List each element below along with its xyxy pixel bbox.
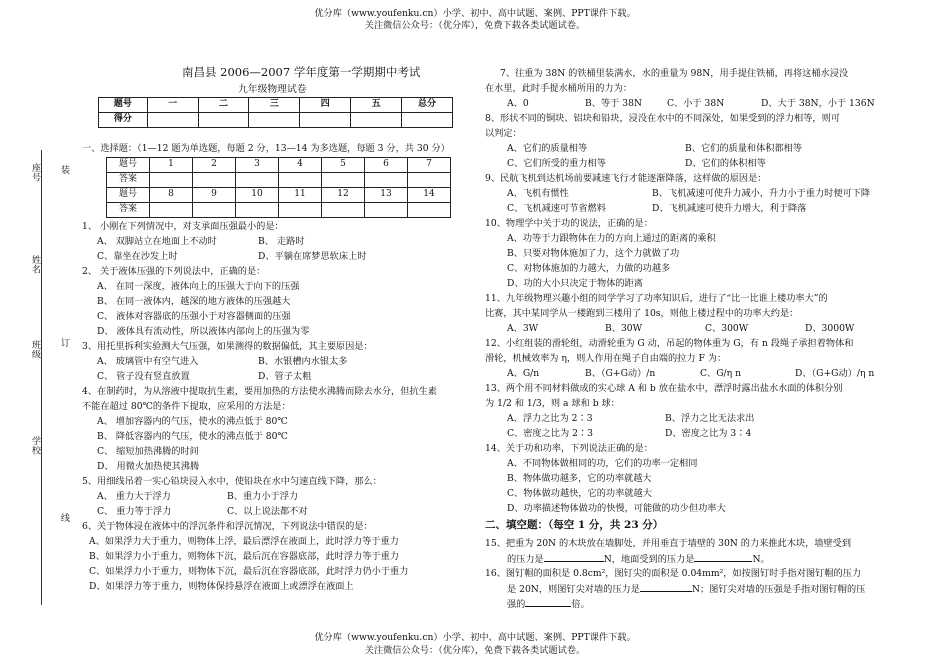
ans-cell[interactable]: [322, 173, 365, 188]
score-row-label: 得分: [99, 113, 148, 128]
binding-line: [41, 150, 42, 605]
q5-d: C、以上说法都不对: [227, 506, 308, 517]
q1: 1、 小刚在下列情况中，对支承面压强最小的是：: [82, 221, 284, 232]
q15-text-3: N。: [752, 554, 770, 565]
ans-num: 5: [322, 158, 365, 173]
q11-b: B、30W: [605, 323, 643, 334]
mark-zhuang: 装: [58, 165, 70, 175]
q7: 7、往重为 38N 的铁桶里装满水，水的重量为 98N，用手提住铁桶，再将这桶水浸没: [500, 68, 849, 79]
answer-table: [106, 157, 451, 218]
q15-text-2: N，地面受到的压力是: [603, 554, 695, 565]
q11-c: C、300W: [705, 323, 749, 334]
q5-c: C、 重力等于浮力: [97, 506, 172, 517]
q7-d: D、大于 38N，小于 136N: [761, 98, 875, 109]
q16-line3: [507, 598, 590, 611]
q7-b: B、等于 38N: [585, 98, 642, 109]
q7-a: A、0: [507, 98, 529, 109]
ans-num: 7: [408, 158, 451, 173]
ans-cell[interactable]: [150, 173, 193, 188]
q9-d: D、飞机减速可使升力增大，利于降落: [652, 203, 807, 214]
ans-num: 8: [150, 188, 193, 203]
q4-b: B、 降低容器内的气压，使水的沸点低于 80℃: [97, 431, 288, 442]
ans-label: 题号: [107, 188, 150, 203]
label-seat: 座号: [29, 163, 41, 182]
ans-num: 13: [365, 188, 408, 203]
q3-c: C、 管子没有竖直放置: [97, 371, 190, 382]
ans-cell[interactable]: [150, 203, 193, 218]
q9-a: A、飞机有惯性: [507, 188, 569, 199]
q2-c: C、 液体对容器底的压强小于对容器侧面的压强: [97, 311, 291, 322]
exam-title: 南昌县 2006—2007 学年度第一学期期中考试: [182, 65, 421, 79]
q1-d: D、平躺在席梦思软床上时: [258, 251, 367, 262]
q12-d: D、（G+G动）/η n: [795, 368, 875, 379]
q16-text-3: 强的: [507, 599, 526, 610]
q2-b: B、 在同一液体内，越深的地方液体的压强越大: [97, 296, 291, 307]
q14-a: A、不同物体做相同的功，它们的功率一定相同: [507, 458, 698, 469]
q16-line2: [507, 583, 865, 596]
q8-a: A、它们的质量相等: [507, 143, 588, 154]
score-header: 题号: [99, 98, 148, 113]
q10-a: A、功等于力跟物体在力的方向上通过的距离的乘积: [507, 233, 716, 244]
q16-text-2: N；图钉尖对墙的压强是手指对图钉帽的压: [691, 584, 866, 595]
score-header: 三: [249, 98, 300, 113]
ans-cell[interactable]: [322, 203, 365, 218]
q2-d: D、 液体具有流动性，所以液体内部向上的压强为零: [97, 326, 310, 337]
ans-label: 题号: [107, 158, 150, 173]
q9-b: B、飞机减速可使升力减小，升力小于重力时便可下降: [652, 188, 871, 199]
q2: 2、 关于液体压强的下列说法中，正确的是：: [82, 266, 266, 277]
ans-cell[interactable]: [236, 173, 279, 188]
q13-c: C、密度之比为 2∶3: [507, 428, 593, 439]
q13-d: D、密度之比为 3∶4: [665, 428, 752, 439]
score-cell[interactable]: [249, 113, 300, 128]
q16-text-1: 是 20N，则图钉尖对墙的压力是: [507, 584, 640, 595]
ans-cell[interactable]: [193, 173, 236, 188]
footer-line-2: 关注微信公众号：（优分库），免费下载各类试题试卷。: [364, 645, 586, 656]
header-line-1: 优分库（www.youfenku.cn）小学、初中、高中试题、案例、PPT课件下载。: [314, 8, 636, 19]
q16-blank-1[interactable]: [640, 583, 692, 592]
label-school: 学校: [29, 436, 41, 455]
q4-cont: 不能在超过 80℃的条件下提取，应采用的方法是：: [82, 401, 291, 412]
ans-num: 4: [279, 158, 322, 173]
q1-a: A、 双脚站立在地面上不动时: [97, 236, 217, 247]
q16-blank-2[interactable]: [525, 598, 571, 607]
score-cell[interactable]: [198, 113, 249, 128]
q3: 3、用托里拆利实验测大气压强，如果测得的数据偏低，其主要原因是：: [82, 341, 373, 352]
score-cell[interactable]: [402, 113, 453, 128]
ans-num: 12: [322, 188, 365, 203]
q13: 13、两个用不同材料做成的实心球 A 和 b 放在盐水中，漂浮时露出盐水水面的体积分别: [485, 383, 843, 394]
ans-num: 11: [279, 188, 322, 203]
q13-a: A、浮力之比为 2∶3: [507, 413, 593, 424]
q15-blank-1[interactable]: [544, 553, 604, 562]
score-header: 总分: [402, 98, 453, 113]
score-cell[interactable]: [300, 113, 351, 128]
ans-label: 答案: [107, 203, 150, 218]
ans-cell[interactable]: [408, 203, 451, 218]
q1-b: B、 走路时: [258, 236, 305, 247]
q12-cont: 滑轮，机械效率为 η，则人作用在绳子自由端的拉力 F 为：: [485, 353, 727, 364]
q5-b: B、重力小于浮力: [227, 491, 299, 502]
q9-c: C、飞机减速可节省燃料: [507, 203, 606, 214]
q8-c: C、它们所受的重力相等: [507, 158, 606, 169]
q6-a: A、如果浮力大于重力，则物体上浮，最后漂浮在液面上，此时浮力等于重力: [89, 536, 399, 547]
q13-b: B、浮力之比无法求出: [665, 413, 755, 424]
q11: 11、九年级物理兴趣小组的同学学习了功率知识后，进行了“比一比谁上楼功率大”的: [485, 293, 828, 304]
q15-blank-2[interactable]: [694, 553, 752, 562]
ans-num: 14: [408, 188, 451, 203]
q10-b: B、只要对物体施加了力，这个力就做了功: [507, 248, 680, 259]
q4: 4、在制药时，为从溶液中提取抗生素，要用加热的方法使水沸腾而除去水分，但抗生素: [82, 386, 437, 397]
ans-cell[interactable]: [365, 173, 408, 188]
q3-a: A、 玻璃管中有空气进入: [97, 356, 199, 367]
ans-num: 10: [236, 188, 279, 203]
q6-c: C、如果浮力小于重力，则物体下沉，最后沉在容器底部，此时浮力仍小于重力: [89, 566, 409, 577]
q15: 15、把重为 20N 的木块放在墙脚处，并用垂直于墙壁的 30N 的力来推此木块，墙壁受到: [485, 538, 852, 549]
q4-c: C、 缩短加热沸腾的时间: [97, 446, 199, 457]
q11-d: D、3000W: [805, 323, 855, 334]
q15-text-1: 的压力是: [507, 554, 544, 565]
q14-d: D、功率描述物体做功的快慢，可能做的功少但功率大: [507, 503, 726, 514]
ans-num: 2: [193, 158, 236, 173]
q14: 14、关于功和功率，下列说法正确的是：: [485, 443, 653, 454]
section1-heading: 一、选择题：（1—12 题为单选题，每题 2 分，13—14 为多选题，每题 3 分，共 30 分）: [82, 143, 450, 154]
score-cell[interactable]: [351, 113, 402, 128]
q8: 8、形状不同的铜块、铝块和铅块，浸没在水中的不同深处，如果受到的浮力相等，则可: [485, 113, 840, 124]
q12: 12、小红组装的滑轮组，动滑轮重为 G 动，吊起的物体重为 G，有 n 段绳子承担着物体和: [485, 338, 854, 349]
q9: 9、民航飞机到达机场前要减速飞行才能逐渐降落，这样做的原因是：: [485, 173, 767, 184]
ans-num: 9: [193, 188, 236, 203]
ans-cell[interactable]: [193, 203, 236, 218]
q12-b: B、（G+G动）/n: [585, 368, 656, 379]
score-cell[interactable]: [147, 113, 198, 128]
q5-a: A、 重力大于浮力: [97, 491, 171, 502]
header-line-2: 关注微信公众号：（优分库），免费下载各类试题试卷。: [364, 20, 586, 31]
q10-c: C、对物体施加的力越大，力做的功越多: [507, 263, 671, 274]
score-header: 五: [351, 98, 402, 113]
q15-line2: [507, 553, 770, 566]
q5: 5、用细线吊着一实心铅块浸入水中，使铅块在水中匀速直线下降，那么：: [82, 476, 382, 487]
ans-num: 1: [150, 158, 193, 173]
q7-cont: 在水里，此时手提水桶所用的力为：: [485, 83, 632, 94]
q8-cont: 以判定：: [485, 128, 522, 139]
q4-a: A、 增加容器内的气压，使水的沸点低于 80℃: [97, 416, 288, 427]
q1-c: C、靠坐在沙发上时: [97, 251, 178, 262]
q10-d: D、功的大小只决定于物体的距离: [507, 278, 643, 289]
q4-d: D、 用微火加热使其沸腾: [97, 461, 200, 472]
q10: 10、物理学中关于功的说法，正确的是：: [485, 218, 653, 229]
ans-num: 6: [365, 158, 408, 173]
mark-xian: 线: [58, 513, 70, 523]
label-name: 姓名: [29, 255, 41, 274]
score-table: [98, 97, 453, 128]
q11-a: A、3W: [507, 323, 539, 334]
q14-c: C、物体做功越快，它的功率就越大: [507, 488, 652, 499]
q16: 16、图钉帽的面积是 0.8cm²，图钉尖的面积是 0.04mm²，如按图钉时手指对图钉帽的压力: [485, 568, 862, 579]
q16-text-4: 倍。: [571, 599, 590, 610]
ans-cell[interactable]: [236, 203, 279, 218]
label-class: 班级: [29, 340, 41, 359]
ans-cell[interactable]: [408, 173, 451, 188]
q6-b: B、如果浮力小于重力，则物体下沉，最后沉在容器底部，此时浮力等于重力: [89, 551, 399, 562]
section2-heading: 二、填空题：（每空 1 分，共 23 分）: [485, 519, 664, 531]
score-header: 一: [147, 98, 198, 113]
ans-cell[interactable]: [279, 203, 322, 218]
q7-c: C、小于 38N: [667, 98, 725, 109]
score-header: 四: [300, 98, 351, 113]
ans-label: 答案: [107, 173, 150, 188]
ans-cell[interactable]: [365, 203, 408, 218]
ans-num: 3: [236, 158, 279, 173]
exam-subtitle: 九年级物理试卷: [238, 84, 307, 95]
ans-cell[interactable]: [279, 173, 322, 188]
q14-b: B、物体做功越多，它的功率就越大: [507, 473, 652, 484]
q6-d: D、如果浮力等于重力，则物体保持悬浮在液面上或漂浮在液面上: [89, 581, 354, 592]
mark-ding: 订: [58, 338, 70, 348]
q8-d: D、它们的体积相等: [685, 158, 766, 169]
q12-c: C、G/η n: [700, 368, 741, 379]
q12-a: A、G/n: [507, 368, 540, 379]
q3-b: B、水银槽内水银太多: [258, 356, 348, 367]
score-header: 二: [198, 98, 249, 113]
q6: 6、关于物体浸在液体中的浮沉条件和浮沉情况，下列说法中错误的是：: [82, 521, 373, 532]
q11-cont: 比赛，其中某同学从一楼跑到三楼用了 10s，则他上楼过程中的功率大约是：: [485, 308, 799, 319]
footer-line-1: 优分库（www.youfenku.cn）小学、初中、高中试题、案例、PPT课件下载。: [314, 632, 636, 643]
q3-d: D、管子太粗: [258, 371, 312, 382]
q13-cont: 为 1/2 和 1/3，则 a 球和 b 球：: [485, 398, 620, 409]
q2-a: A、 在同一深度，液体向上的压强大于向下的压强: [97, 281, 300, 292]
q8-b: B、它们的质量和体积都相等: [685, 143, 803, 154]
